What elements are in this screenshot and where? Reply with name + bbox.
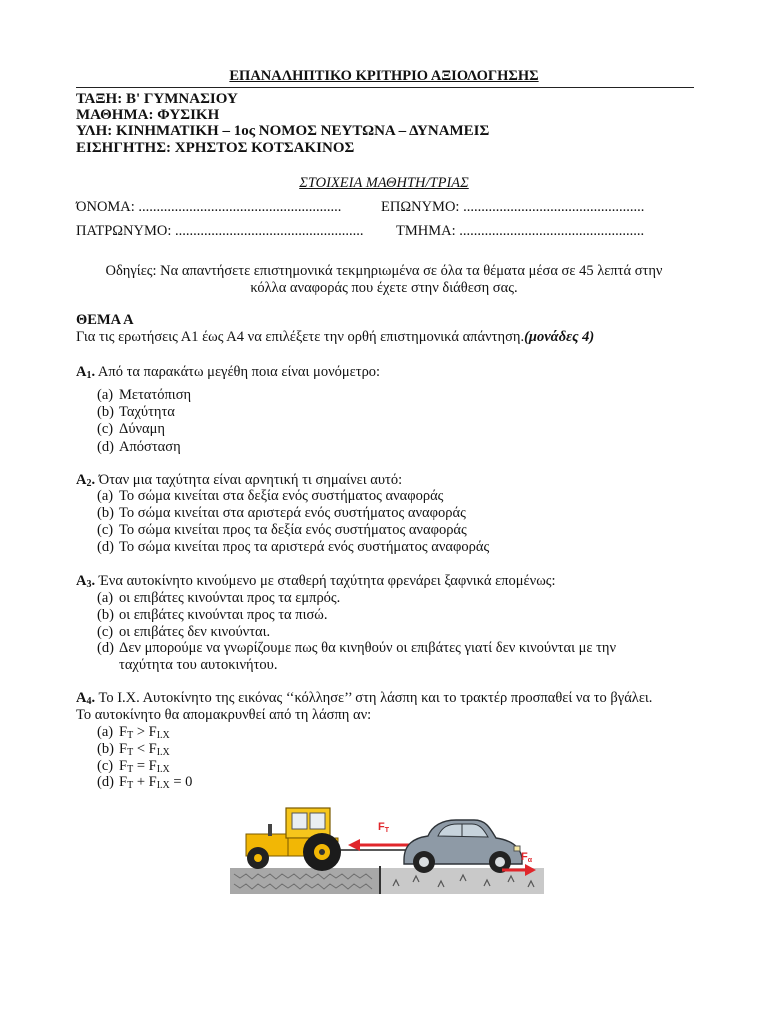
a1-option-d: (d) Απόσταση (97, 439, 181, 455)
teacher-line: ΕΙΣΗΓΗΤΗΣ: ΧΡΗΣΤΟΣ ΚΟΤΣΑΚΙΝΟΣ (76, 140, 355, 156)
syllabus-line: ΥΛΗ: ΚΙΝΗΜΑΤΙΚΗ – 1ος ΝΟΜΟΣ ΝΕΥΤΩΝΑ – ΔΥΝΑΜΕΙΣ (76, 123, 490, 139)
a4-option-c: (c) $F_T = F_{I.X}$ (97, 758, 170, 775)
tractor (246, 808, 341, 871)
a4-option-b: (b) $F_T < F_{I.X}$ (97, 741, 170, 758)
question-a1 (76, 364, 380, 381)
a2-option-b: (b) Το σώμα κινείται στα αριστερά ενός συστήματος αναφοράς (97, 505, 466, 521)
tractor-force-label: FT (378, 821, 390, 834)
class-line: ΤΑΞΗ: Β' ΓΥΜΝΑΣΙΟΥ (76, 91, 238, 107)
a3-option-b: (b) οι επιβάτες κινούνται προς τα πισώ. (97, 607, 328, 623)
question-a3: $A_3$. Ένα αυτοκίνητο κινούμενο με σταθερή ταχύτητα φρενάρει ξαφνικά επομένως: (76, 573, 556, 590)
student-info-heading: ΣΤΟΙΧΕΙΑ ΜΑΘΗΤΗ/ΤΡΙΑΣ (299, 175, 469, 191)
gravel-ground (230, 868, 380, 894)
a3-option-d-continuation: ταχύτητα του αυτοκινήτου. (119, 657, 278, 673)
tractor-car-illustration (228, 800, 546, 900)
a4-option-d: (d) $F_T + F_{I.X} = 0$ (97, 774, 193, 791)
instructions-line-2: κόλλα αναφοράς που έχετε στην διάθεση σας. (250, 280, 518, 296)
question-a4: $A_4$. Το Ι.Χ. Αυτοκίνητο της εικόνας ‘‘κόλλησε’’ στη λάσπη και το τρακτέρ προσπαθεί να το βγάλει. (76, 690, 653, 707)
a3-option-d: (d) Δεν μπορούμε να γνωρίζουμε πως θα κινηθούν οι επιβάτες γιατί δεν κινούνται με την (97, 640, 617, 656)
a3-option-a: (a) οι επιβάτες κινούνται προς τα εμπρός. (97, 590, 341, 606)
class-section-field: ΤΜΗΜΑ: ................................................... (396, 223, 645, 239)
theme-intro-text: Για τις ερωτήσεις Α1 έως Α4 να επιλέξετε την ορθή επιστημονικά απάντηση. (76, 329, 525, 345)
a2-option-a: (a) Το σώμα κινείται στα δεξία ενός συστήματος αναφοράς (97, 488, 444, 504)
a3-option-c: (c) οι επιβάτες δεν κινούνται. (97, 624, 271, 640)
question-number: 1 (86, 370, 92, 381)
tractor-car-figure (228, 800, 546, 900)
a1-option-b: (b) Ταχύτητα (97, 404, 175, 420)
instructions-line-1: Οδηγίες: Να απαντήσετε επιστημονικά τεκμηριωμένα σε όλα τα θέματα μέσα σε 45 λεπτά στην (105, 263, 663, 279)
subject-line: ΜΑΘΗΜΑ: ΦΥΣΙΚΗ (76, 107, 220, 123)
a1-option-a: (a) Μετατόπιση (97, 387, 192, 403)
question-a2: $A_2$. Όταν μια ταχύτητα είναι αρνητική τι σημαίνει αυτό: (76, 472, 403, 489)
theme-title: ΘΕΜΑ Α (76, 312, 134, 328)
title-rule (76, 87, 694, 88)
theme-points: (μονάδες 4) (524, 329, 595, 345)
surname-field: ΕΠΩΝΥΜΟ: .................................................. (381, 199, 645, 215)
car (404, 820, 522, 873)
a2-option-c: (c) Το σώμα κινείται προς τα δεξία ενός συστήματος αναφοράς (97, 522, 467, 538)
mud-ground (380, 868, 544, 894)
friction-force-label: Fα (521, 851, 533, 864)
question-dot: . (91, 364, 96, 380)
name-field: ΌΝΟΜΑ: ........................................................ (76, 199, 342, 215)
a1-option-c: (c) Δύναμη (97, 421, 166, 437)
a4-option-a: (a) $F_T > F_{I.X}$ (97, 724, 170, 741)
a2-option-d: (d) Το σώμα κινείται προς τα αριστερά ενός συστήματος αναφοράς (97, 539, 490, 555)
question-label: Α (76, 364, 87, 380)
document-title: ΕΠΑΝΑΛΗΠΤΙΚΟ ΚΡΙΤΗΡΙΟ ΑΞΙΟΛΟΓΗΣΗΣ (229, 68, 539, 84)
question-a4-line-2: Το αυτοκίνητο θα απομακρυνθεί από τη λάσπη αν: (76, 707, 372, 723)
question-text: Από τα παρακάτω μεγέθη ποια είναι μονόμετρο: (95, 364, 381, 380)
father-name-field: ΠΑΤΡΩΝΥΜΟ: .................................................... (76, 223, 364, 239)
theme-intro (76, 329, 594, 346)
